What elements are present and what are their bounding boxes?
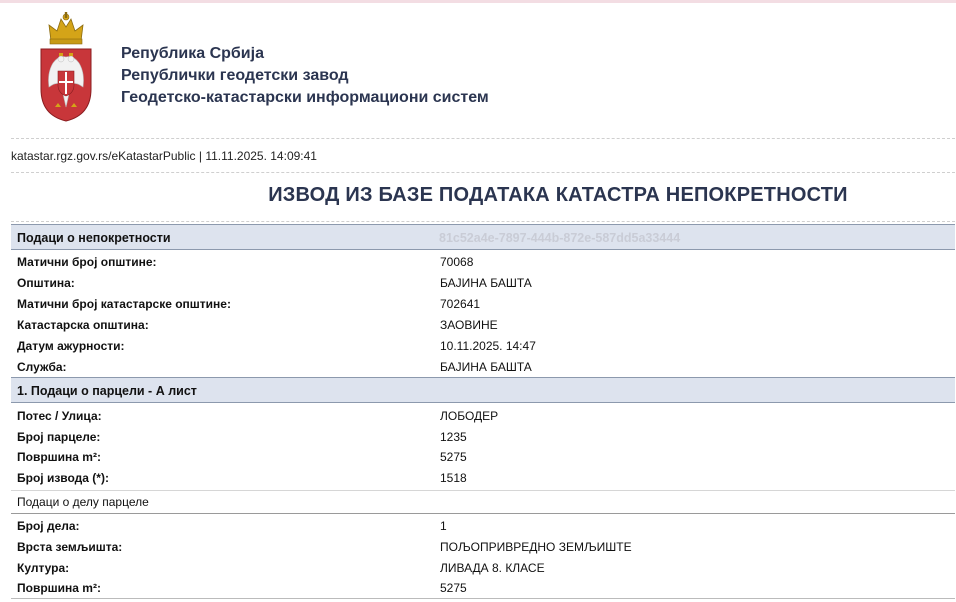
row-label: Потес / Улица: <box>17 409 102 423</box>
row-value: ПОЉОПРИВРЕДНО ЗЕМЉИШТЕ <box>440 540 632 554</box>
row-label: Општина: <box>17 276 75 290</box>
divider-below-title <box>11 221 955 222</box>
table-row <box>11 467 955 488</box>
table-row <box>11 577 955 598</box>
table-row <box>11 335 955 356</box>
row-value: БАЈИНА БАШТА <box>440 276 532 290</box>
row-label: Матични број катастарске општине: <box>17 297 231 311</box>
table-row <box>11 272 955 293</box>
table-row <box>11 515 955 536</box>
table-row <box>11 446 955 467</box>
table-row <box>11 536 955 557</box>
row-value: БАЈИНА БАШТА <box>440 360 532 374</box>
row-label: Број дела: <box>17 519 80 533</box>
subheading-label: Подаци о делу парцеле <box>17 495 149 509</box>
table-row <box>11 251 955 272</box>
org-institution: Републички геодетски завод <box>121 67 349 84</box>
row-label: Површина m²: <box>17 581 101 595</box>
section-title: 1. Подаци о парцели - А лист <box>17 384 197 398</box>
property-id: 81c52a4e-7897-444b-872e-587dd5a33444 <box>439 231 681 245</box>
row-label: Врста земљишта: <box>17 540 123 554</box>
row-value: ЗАОВИНЕ <box>440 318 498 332</box>
property-section-header <box>11 224 955 250</box>
table-row <box>11 405 955 426</box>
serbian-coat-of-arms-icon <box>37 11 95 123</box>
row-value: 1518 <box>440 471 467 485</box>
row-label: Катастарска општина: <box>17 318 149 332</box>
parcel-part-heading <box>11 491 955 514</box>
row-value: 1235 <box>440 430 467 444</box>
row-value: 5275 <box>440 581 467 595</box>
row-value: ЛОБОДЕР <box>440 409 499 423</box>
org-country: Република Србија <box>121 45 264 62</box>
document-title: ИЗВОД ИЗ БАЗЕ ПОДАТАКА КАТАСТРА НЕПОКРЕТНОСТИ <box>268 184 848 206</box>
organization-block <box>121 43 489 109</box>
row-value: 10.11.2025. 14:47 <box>440 339 536 353</box>
divider-top <box>11 138 955 139</box>
org-system: Геодетско-катастарски информациони систем <box>121 89 489 106</box>
row-value: 70068 <box>440 255 474 269</box>
table-row <box>11 293 955 314</box>
row-value: 1 <box>440 519 447 533</box>
row-label: Површина m²: <box>17 450 101 464</box>
table-row <box>11 314 955 335</box>
row-label: Број извода (*): <box>17 471 109 485</box>
row-value: 5275 <box>440 450 467 464</box>
source-url-timestamp: katastar.rgz.gov.rs/eKatastarPublic | 11.11.2025. 14:09:41 <box>11 149 317 163</box>
row-label: Култура: <box>17 561 70 575</box>
row-label: Матични број општине: <box>17 255 157 269</box>
row-value: ЛИВАДА 8. КЛАСЕ <box>440 561 545 575</box>
table-row <box>11 356 955 377</box>
row-label: Датум ажурности: <box>17 339 125 353</box>
parcel-section-header <box>11 377 955 403</box>
table-bottom-border <box>11 598 955 599</box>
row-label: Број парцеле: <box>17 430 101 444</box>
table-row <box>11 426 955 447</box>
top-accent-bar <box>0 0 956 3</box>
section-title: Подаци о непокретности <box>17 231 171 245</box>
row-label: Служба: <box>17 360 67 374</box>
table-row <box>11 557 955 578</box>
row-value: 702641 <box>440 297 481 311</box>
divider-below-url <box>11 172 955 173</box>
